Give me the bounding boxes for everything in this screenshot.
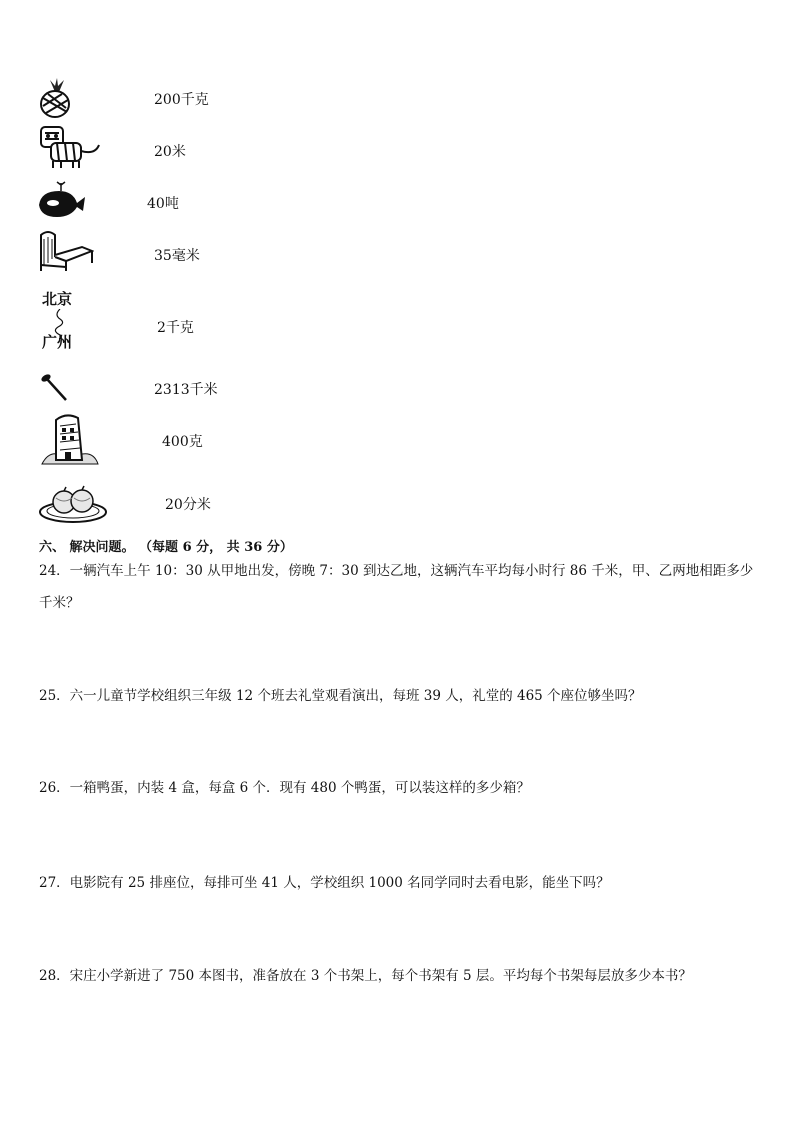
- unit-label: 2313千米: [154, 382, 218, 398]
- unit-label: 20米: [154, 144, 186, 160]
- problem-24: 24．一辆汽车上午 10：30 从甲地出发，傍晚 7：30 到达乙地，这辆汽车平均每小时行 86 千米，甲、乙两地相距多少千米？: [39, 563, 754, 611]
- pineapple-icon: [38, 78, 72, 118]
- apples-plate-icon: [38, 484, 108, 524]
- section-title: 六、 解决问题。 （每题 6 分， 共 36 分）: [39, 540, 293, 555]
- problem-26: 26．一箱鸭蛋，内装 4 盒，每盒 6 个．现有 480 个鸭蛋，可以装这样的多少箱？: [39, 780, 530, 796]
- problem-27: 27．电影院有 25 排座位，每排可坐 41 人，学校组织 1000 名同学同时去看电影，能坐下吗？: [39, 875, 610, 891]
- unit-label: 35毫米: [154, 248, 200, 264]
- unit-label: 20分米: [165, 497, 211, 513]
- problem-28: 28．宋庄小学新进了 750 本图书，准备放在 3 个书架上，每个书架有 5 层。平均每个书架每层放多少本书？: [39, 968, 692, 984]
- unit-label: 400克: [162, 434, 203, 450]
- bed-icon: [38, 229, 94, 273]
- map-label-guangzhou: 广州: [42, 333, 73, 351]
- unit-label: 200千克: [154, 92, 209, 108]
- unit-label: 2千克: [157, 320, 194, 336]
- tiger-icon: [37, 125, 103, 169]
- whale-icon: [37, 181, 87, 219]
- map-label-beijing: 北京: [42, 290, 73, 308]
- nail-icon: [40, 372, 68, 402]
- problem-25: 25．六一儿童节学校组织三年级 12 个班去礼堂观看演出，每班 39 人，礼堂的 465 个座位够坐吗？: [39, 688, 642, 704]
- building-icon: [38, 410, 100, 466]
- beijing-guangzhou-map-icon: [42, 288, 82, 360]
- unit-label: 40吨: [147, 196, 179, 212]
